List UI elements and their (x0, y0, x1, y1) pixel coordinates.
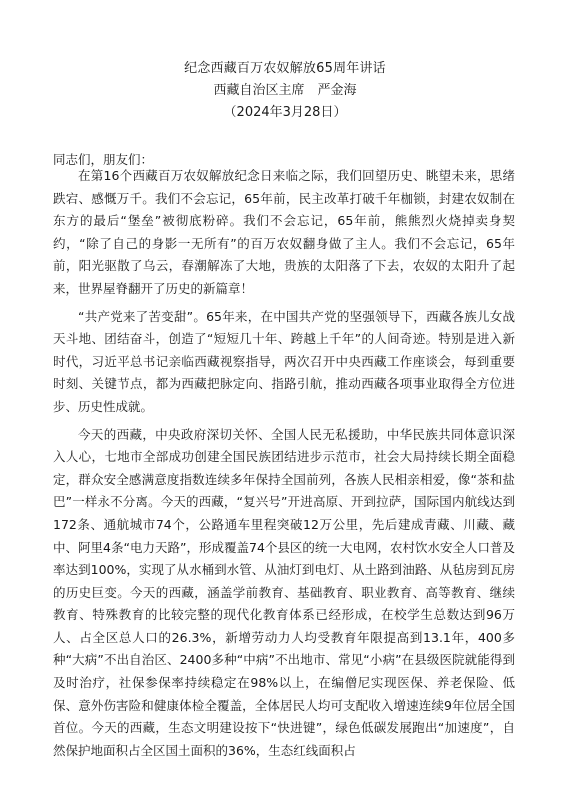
document-body (53, 165, 515, 767)
paragraph: 今天的西藏，中央政府深切关怀、全国人民无私援助，中华民族共同体意识深入人心，七地市全部成功创建全国民族团结进步示范市，社会大局持续长期全面稳定，群众安全感满意度指数连续多年保持全国前列，各族人民相亲相爱，像“茶和盐巴”一样永不分离。今天的西藏，“复兴号”开进高原、开到拉萨，国际国内航线达到172条、通航城市74个，公路通车里程突破12万公里，先后建成青藏、川藏、藏中、阿里4条“电力天路”，形成覆盖74个县区的统一大电网，农村饮水安全人口普及率达到100%，实现了从水桶到水管、从油灯到电灯、从土路到油路、从毡房到瓦房的历史巨变。今天的西藏，涵盖学前教育、基础教育、职业教育、高等教育、继续教育、特殊教育的比较完整的现代化教育体系已经形成，在校学生总数达到96万人、占全区总人口的26.3%，新增劳动力人均受教育年限提高到13.1年，400多种“大病”不出自治区、2400多种“中病”不出地市、常见“小病”在县级医院就能得到及时治疗，社保参保率持续稳定在98%以上，在编僧尼实现医保、养老保险、低保、意外伤害险和健康体检全覆盖，全体居民人均可支配收入增速连续9年位居全国首位。今天的西藏，生态文明建设按下“快进键”，绿色低碳发展跑出“加速度”，自然保护地面积占全区国土面积的36%，生态红线面积占 (53, 426, 515, 758)
salutation: 同志们，朋友们： (53, 152, 154, 167)
speaker-line: 西藏自治区主席 严金海 (213, 83, 357, 98)
paragraph: “共产党来了苦变甜”。65年来，在中国共产党的坚强领导下，西藏各族儿女战天斗地、团结奋斗，创造了“短短几十年、跨越上千年”的人间奇迹。特别是进入新时代，习近平总书记亲临西藏视察指导，两次召开中央西藏工作座谈会，每到重要时刻、关键节点，都为西藏把脉定向、指路引航，推动西藏各项事业取得全方位进步、历史性成就。 (53, 308, 515, 414)
paragraph: 在第16个西藏百万农奴解放纪念日来临之际，我们回望历史、眺望未来，思绪跌宕、感慨万千。我们不会忘记，65年前，民主改革打破千年枷锁，封建农奴制在东方的最后“堡垒”被彻底粉碎。我们不会忘记，65年前，熊熊烈火烧掉卖身契约，“除了自己的身影一无所有”的百万农奴翻身做了主人。我们不会忘记，65年前，阳光驱散了乌云，春潮解冻了大地，贵族的太阳落了下去，农奴的太阳升了起来，世界屋脊翻开了历史的新篇章！ (53, 168, 515, 296)
speech-date: （2024年3月28日） (223, 105, 347, 120)
document-title: 纪念西藏百万农奴解放65周年讲话 (184, 61, 386, 76)
document-header (0, 58, 570, 124)
